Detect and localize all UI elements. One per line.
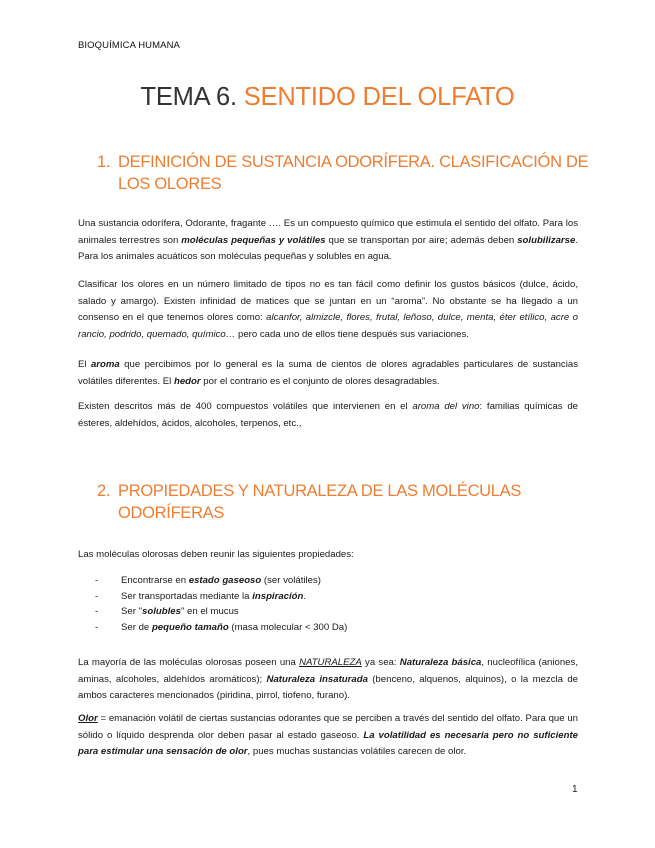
- list-dash: -: [95, 606, 99, 617]
- section-1-number: 1.: [97, 153, 111, 171]
- paragraph-properties-intro: Las moléculas olorosas deben reunir las siguientes propiedades:: [78, 549, 354, 560]
- text: Una sustancia odorífera, Odorante, fragante …. Es un compuesto químico que estimula el sentido del olfato. Para los animales terrestres son: [78, 218, 578, 246]
- text: El: [78, 359, 91, 370]
- list-dash: -: [95, 575, 99, 586]
- text: La mayoría de las moléculas olorosas poseen una: [78, 657, 300, 668]
- text: (benceno, alquenos, alquinos), o la mezcla de ambos caracteres mencionados (piridina, pirrol, tiofeno, furano).: [78, 673, 578, 701]
- text: Existen descritos más de 400 compuestos volátiles que intervienen en el: [78, 401, 413, 412]
- text: : familias químicas de ésteres, aldehídos, ácidos, alcoholes, terpenos, etc.,: [78, 401, 578, 429]
- text: . Para los animales acuáticos son moléculas pequeñas y solubles en agua.: [78, 234, 579, 262]
- paragraph-odor-definition: [78, 711, 578, 761]
- running-header: BIOQUÍMICA HUMANA: [78, 40, 180, 51]
- text: , pues muchas sustancias volátiles carecen de olor.: [247, 746, 467, 757]
- emphasis: Naturaleza básica: [399, 657, 482, 668]
- list-dash: -: [95, 590, 99, 602]
- section-1-heading: [97, 151, 597, 195]
- text: (masa molecular < 300 Da): [228, 621, 348, 633]
- page-number: 1: [572, 784, 578, 795]
- text: .: [303, 590, 307, 602]
- text: Encontrarse en: [121, 575, 189, 586]
- underlined-term: Olor: [78, 713, 98, 724]
- text: Clasificar los olores en un número limitado de tipos no es tan fácil como definir los gustos básicos (dulce, ácido, salado y amargo). Existen infinidad de matices que se juntan en un “aroma”. No obstante se ha llegado a un consenso en el que tenemos olores como:: [78, 279, 578, 323]
- emphasis: inspiración: [252, 590, 304, 602]
- list-item: [95, 620, 575, 636]
- section-2-heading-line2: ODORÍFERAS: [118, 504, 225, 522]
- section-1-heading-line1: DEFINICIÓN DE SUSTANCIA ODORÍFERA. CLASIFICACIÓN DE: [118, 153, 589, 171]
- text: Ser de: [121, 621, 152, 633]
- emphasis: aroma del vino: [412, 401, 480, 412]
- list-item: [95, 589, 575, 605]
- emphasis: La volatilidad es necesaria pero no suficiente para estimular una sensación de olor: [78, 729, 578, 757]
- text: (ser volátiles): [261, 575, 321, 586]
- paragraph-classification: [78, 277, 578, 343]
- paragraph-aroma: [78, 357, 578, 390]
- section-1-heading-line2: LOS OLORES: [118, 175, 222, 193]
- text: Ser transportadas mediante la: [121, 590, 253, 602]
- section-2-number: 2.: [97, 482, 111, 500]
- properties-list: [95, 573, 575, 635]
- list-item: [95, 604, 575, 620]
- emphasis: moléculas pequeñas y volátiles: [181, 234, 326, 246]
- emphasis: Naturaleza insaturada: [266, 673, 368, 685]
- title-prefix: TEMA 6.: [140, 83, 244, 111]
- underlined-term: NATURALEZA: [299, 657, 362, 668]
- emphasis: solubilizarse: [517, 234, 576, 246]
- section-2-heading-line1: PROPIEDADES Y NATURALEZA DE LAS MOLÉCULAS: [118, 482, 522, 500]
- text: que percibimos por lo general es la suma de cientos de olores agradables particulares de sustancias volátiles diferentes. El: [78, 359, 578, 387]
- text: = emanación volátil de ciertas sustancias odorantes que se perciben a través del sentido del olfato. Para que un sólido o líquido desprenda olor deben pasar al estado gaseoso.: [78, 713, 578, 741]
- text: pero cada uno de ellos tiene después sus variaciones.: [235, 328, 469, 340]
- text: Ser ": [121, 606, 143, 617]
- text: , nucleofílica (aniones, aminas, alcoholes, aldehídos aromáticos);: [78, 657, 578, 685]
- section-2-heading: [97, 480, 597, 524]
- list-dash: -: [95, 621, 99, 633]
- page-title: [0, 83, 655, 112]
- emphasis: alcanfor, almizcle, flores, frutal, leñoso, dulce, menta, éter etílico, acre o rancio, podrido, quemado, químico…: [78, 312, 578, 340]
- paragraph-nature: [78, 655, 578, 705]
- text: " en el mucus: [180, 606, 239, 617]
- emphasis: solubles: [142, 606, 181, 617]
- text: que se transportan por aire; además deben: [325, 234, 518, 246]
- emphasis: hedor: [173, 375, 201, 387]
- text: ya sea:: [361, 657, 400, 668]
- emphasis: estado gaseoso: [188, 575, 262, 586]
- emphasis: pequeño tamaño: [151, 621, 229, 633]
- title-accent: SENTIDO DEL OLFATO: [243, 83, 515, 111]
- text: por el contrario es el conjunto de olores desagradables.: [200, 375, 440, 387]
- paragraph-wine: [78, 399, 578, 432]
- emphasis: aroma: [90, 359, 120, 370]
- list-item: [95, 573, 575, 589]
- paragraph-definition: [78, 216, 578, 266]
